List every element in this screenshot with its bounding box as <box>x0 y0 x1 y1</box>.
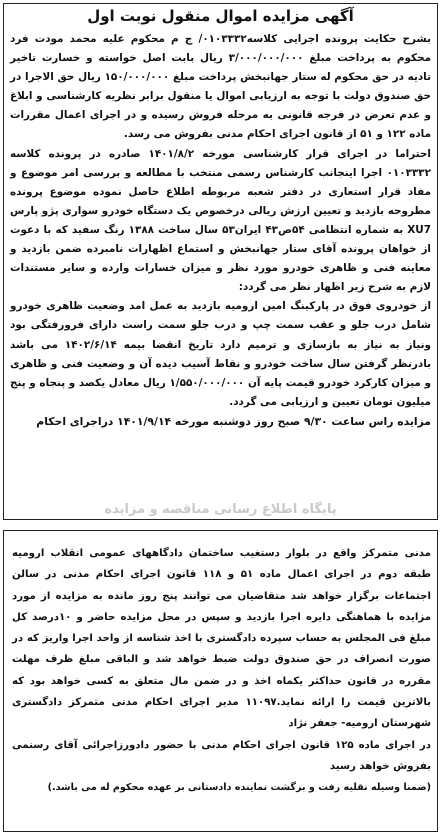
notice-paragraph: از خودروی فوق در پارکینگ امین ارومیه بازدید به عمل امد وضعیت ظاهری خودرو شامل درب جلو و عقب سمت چپ و درب جلو سمت راست دارای فرورفتگی بود ونیاز به نیاز به بازسازی و ترمیم دارد تاریخ انقضا بیمه ۱۴۰۲/۶/۱۴ می باشد بادرنظر گرفتن سال ساخت خودرو و نقاط آسیب دیده آن و وضعیت فنی و ظاهری و میزان کارکرد خودرو قیمت پایه آن ۱/۵۵۰/۰۰۰/۰۰۰ ریال معادل یکصد و پنجاه و پنج میلیون تومان تعیین و ارزیابی می گردد. <box>10 300 432 408</box>
auction-notice-top <box>3 3 438 520</box>
notice-body-bottom <box>12 543 431 799</box>
notice-paragraph: بشرح حکایت پرونده اجرایی کلاسه۰۱۰۳۳۳۲/ ج م محکوم علیه محمد مودت فرد محکوم به پرداخت مبلغ ۳/۰۰۰/۰۰۰/۰۰۰ ریال بابت اصل خواسته و خسارت تاخیر تادیه در حق محکوم له ستار جهانبخش پرداخت مبلغ ۱۵۰/۰۰۰/۰۰۰ ریال حق الاجرا در حق صندوق دولت با توجه به ارزیابی اموال یا منقول برابر نظریه کارشناسی و ابلاغ و عدم تعرض در فرجه قانونی به مرحله فروش رسیده و در اجرای اعمال مقررات ماده ۱۲۲ و ۵۱ از قانون اجرای احکام مدنی بفروش می رسد. <box>10 33 432 141</box>
notice-body-top <box>10 30 431 431</box>
notice-footnote: (ضمنا وسیله نقلیه رفت و برگشت نماینده دادستانی بر عهده محکوم له می باشد.) <box>47 782 431 794</box>
auction-time-line: مزایده راس ساعت ۹/۳۰ صبح روز دوشنبه مورخه ۱۴۰۱/۹/۱۴ دراجرای احکام <box>36 414 431 428</box>
site-watermark: پایگاه اطلاع رسانی مناقصه و مزایده <box>104 502 337 517</box>
notice-paragraph: احتراما در اجرای قرار کارشناسی مورخه ۱۴۰۱/۸/۲ صادره در پرونده کلاسه ۰۱۰۳۳۳۲ اجرا اینجانب کارشناس رسمی منتخب با مطالعه و بررسی امر موضوع و مفاد قرار استعاری در دفتر شعبه مربوطه اطلاع حاصل نموده موضوع پرونده مطروحه بازدید و تعیین ارزش ریالی درخصوص یک دستگاه خودرو سواری پژو پارس XU7 به شماره انتظامی ۵۴ص۴۳ ایران۵۳ سال ساخت ۱۳۸۸ رنگ سفید که با دعوت از خواهان پرونده آقای ستار جهانبخش و استماع اظهارات نامبرده ضمن بازدید و معاینه فنی و ظاهری خودرو مورد نظر و میزان خسارات وارده و سایر مستندات لازم به شرح زیر اظهار نظر می گردد: <box>10 147 431 294</box>
notice-paragraph: در اجرای ماده ۱۲۵ قانون اجرای احکام مدنی با حضور دادورزاجرائی آقای رسنمی بفروش خواهد رسید <box>12 739 431 772</box>
notice-title: آگهی مزایده اموال منقول نوبت اول <box>87 7 354 25</box>
auction-notice-bottom <box>3 530 438 832</box>
notice-paragraph: مدنی متمرکز واقع در بلوار دستغیب ساختمان دادگاههای عمومی انقلاب ارومیه طبقه دوم در اجرای اعمال ماده ۵۱ و ۱۱۸ قانون اجرای احکام مدنی در سالن اجتماعات برگزار خواهد شد متقاضیان می توانند پنج روز مانده به مزایده از مورد مزایده با هماهنگی دایره اجرا بازدید و سپس در محل مزایده حاضر و ۱۰درصد کل مبلغ فی المجلس به حساب سپرده دادگستری با اخذ شناسه از واحد اجرا واریز که در صورت انصراف در حق صندوق دولت ضبط خواهد شد و الباقی مبلغ ظرف مهلت مقرره در قانون حداکثر یکماه اخذ و در ضمن مال متعلق به کسی خواهد بود که بالاترین قیمت را ارائه نماید.۱۱۰۹۷ مدیر اجرای احکام مدنی متمرکز دادگستری شهرستان ارومیه- جعفر نژاد <box>12 548 431 730</box>
